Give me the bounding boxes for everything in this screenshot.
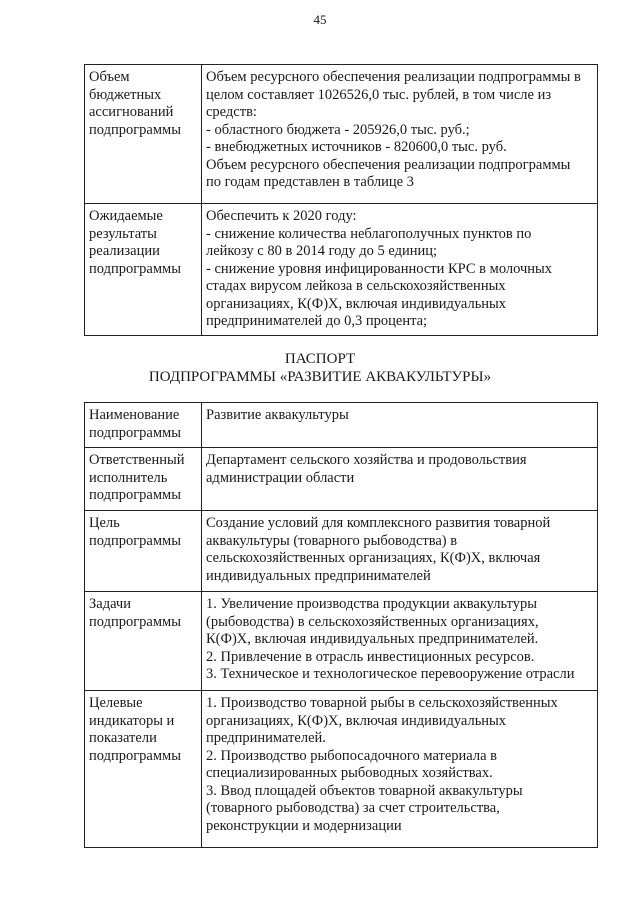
row-content-line: целом составляет 1026526,0 тыс. рублей, в том числе из [206,86,552,103]
row-content-line: - снижение уровня инфицированности КРС в молочных [206,260,553,277]
row-content-line: организациях, К(Ф)Х, включая индивидуальных [206,712,507,729]
page-number: 45 [313,12,327,27]
row-content-line: Обеспечить к 2020 году: [206,208,357,224]
row-content-line: - снижение количества неблагополучных пунктов по [206,225,532,242]
row-content-line: предпринимателей до 0,3 процента; [206,313,428,329]
row-label-line: Цель [89,515,120,531]
row-label [85,448,202,511]
row-content-line: Объем ресурсного обеспечения реализации подпрограммы в [206,69,581,85]
row-content-line: 1. Увеличение производства продукции аквакультуры [206,596,537,612]
row-content-line: 2. Производство рыбопосадочного материала в [206,747,497,764]
table-row [85,204,598,336]
budget-results-table [84,64,598,336]
table-row [85,592,598,691]
aquaculture-passport-table [84,402,598,848]
row-label-line: реализации [89,243,160,259]
table-row [85,691,598,848]
row-label-line: Целевые [89,695,143,711]
row-content-line: Создание условий для комплексного развития товарной [206,515,551,531]
row-content-line: (товарного рыбоводства) за счет строительства, [206,800,500,816]
row-content [202,403,598,448]
row-label-line: Задачи [89,596,131,612]
heading-subtitle: ПОДПРОГРАММЫ «РАЗВИТИЕ АКВАКУЛЬТУРЫ» [148,369,492,385]
row-content-line: организациях, К(Ф)Х, включая индивидуальных [206,295,507,312]
row-label-line: подпрограммы [89,487,181,503]
row-label-line: Ответственный [89,452,185,468]
row-content-line: 3. Ввод площадей объектов товарной аквакультуры [206,782,523,799]
row-content-line: сельскохозяйственных организациях, К(Ф)Х, включая [206,550,541,566]
row-content [202,204,598,336]
table-row [85,403,598,448]
row-content-line: индивидуальных предпринимателей [206,567,431,584]
row-content-line: 1. Производство товарной рыбы в сельскохозяйственных [206,695,558,711]
row-label [85,691,202,848]
table-row [85,511,598,592]
row-label [85,65,202,204]
row-content-line: специализированных рыбоводных хозяйствах. [206,765,493,781]
row-content-line: реконструкции и модернизации [206,817,402,834]
row-content [202,511,598,592]
row-content-line: Развитие аквакультуры [206,407,349,423]
row-label-line: бюджетных [89,86,162,103]
row-label [85,403,202,448]
row-content [202,65,598,204]
row-label-line: показатели [89,730,157,746]
row-content-line: 2. Привлечение в отрасль инвестиционных ресурсов. [206,648,535,665]
row-content-line: средств: [206,104,257,120]
row-label-line: подпрограммы [89,260,181,277]
row-content [202,448,598,511]
row-content-line: (рыбоводства) в сельскохозяйственных организациях, [206,613,539,630]
row-label-line: подпрограммы [89,532,181,549]
row-content-line: К(Ф)Х, включая индивидуальных предпринимателей. [206,631,539,647]
row-label-line: подпрограммы [89,121,181,138]
row-label-line: подпрограммы [89,424,181,441]
row-label-line: Объем [89,69,130,85]
row-label-line: Ожидаемые [89,208,163,224]
row-content-line: стадах вирусом лейкоза в сельскохозяйственных [206,278,506,294]
row-content-line: - внебюджетных источников - 820600,0 тыс. руб. [206,139,507,155]
row-content-line: Объем ресурсного обеспечения реализации подпрограммы [206,156,571,173]
row-label-line: результаты [89,225,157,242]
row-label-line: индикаторы и [89,712,175,729]
heading-title: ПАСПОРТ [284,351,356,367]
row-content-line: Департамент сельского хозяйства и продовольствия [206,452,527,468]
row-label-line: ассигнований [89,104,174,120]
row-content [202,691,598,848]
row-content-line: лейкозу с 80 в 2014 году до 5 единиц; [206,243,438,259]
row-content-line: 3. Техническое и технологическое перевооружение отрасли [206,666,575,682]
row-content-line: - областного бюджета - 205926,0 тыс. руб.; [206,121,470,138]
row-label-line: подпрограммы [89,747,181,764]
row-label-line: исполнитель [89,469,168,486]
row-content [202,592,598,691]
row-content-line: по годам представлен в таблице 3 [206,174,414,190]
row-content-line: администрации области [206,469,355,486]
table-row [85,448,598,511]
row-label-line: подпрограммы [89,613,181,630]
row-label [85,204,202,336]
row-label [85,592,202,691]
row-label [85,511,202,592]
table-row [85,65,598,204]
row-content-line: аквакультуры (товарного рыбоводства) в [206,532,458,549]
row-content-line: предпринимателей. [206,730,326,746]
passport-heading [0,350,640,386]
row-label-line: Наименование [89,407,180,423]
